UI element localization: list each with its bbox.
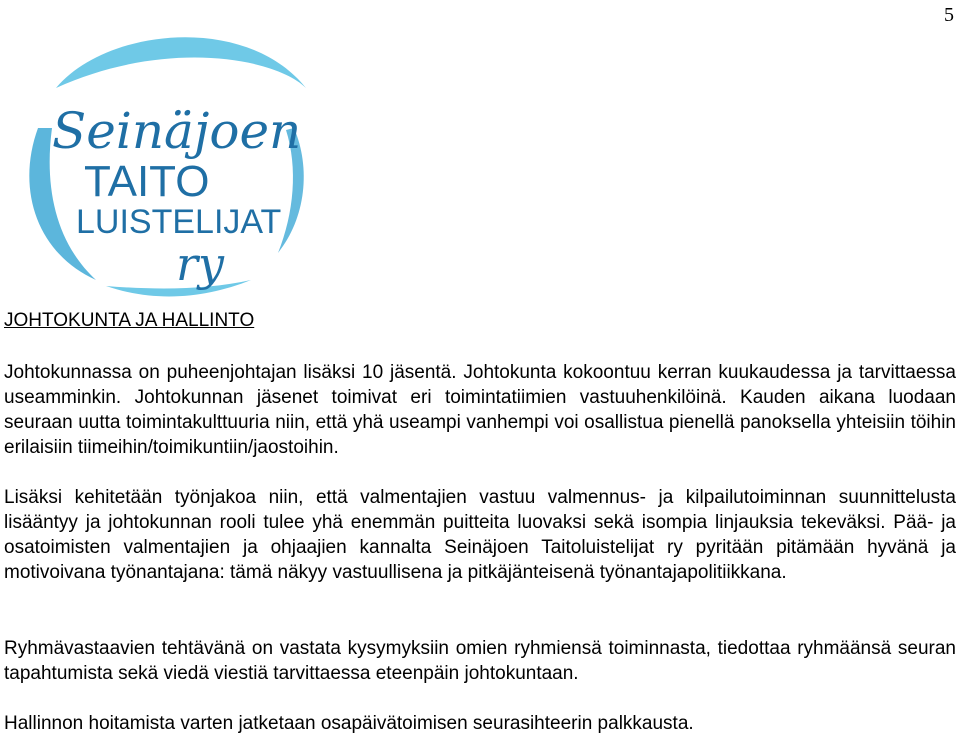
- page-number: 5: [944, 4, 954, 26]
- section-heading: JOHTOKUNTA JA HALLINTO: [4, 310, 255, 331]
- logo-text-seinajoen: Seinäjoen: [52, 102, 302, 160]
- logo-text-luistelijat: LUISTELIJAT: [76, 203, 282, 241]
- paragraph-board: Johtokunnassa on puheenjohtajan lisäksi 10 jäsentä. Johtokunta kokoontuu kerran kuukaudessa ja tarvittaessa useamminkin. Johtokunnan jäsenet toimivat eri toimintatiimien vastuuhenkilöinä. Kauden aikana luodaan seuraan uutta toimintakulttuuria niin, että yhä useampi vanhempi voi osallistua pienellä panoksella yhteisiin töihin erilaisiin tiimeihin/toimikuntiin/jaostoihin.: [4, 362, 956, 458]
- paragraph-administration: Hallinnon hoitamista varten jatketaan osapäivätoimisen seurasihteerin palkkausta.: [4, 713, 694, 734]
- paragraph-coaches: Lisäksi kehitetään työnjakoa niin, että valmentajien vastuu valmennus- ja kilpailutoiminnan suunnittelusta lisääntyy ja johtokunnan rooli tulee yhä enemmän puitteita luovaksi sekä isompia linjauksia tekeväksi. Pää- ja osatoimisten valmentajien ja ohjaajien kannalta Seinäjoen Taitoluistelijat ry pyritään pitämään hyvänä ja motivoivana työnantajana: tämä näkyy vastuullisena ja pitkäjänteisenä työnantajapolitiikkana.: [4, 487, 956, 583]
- paragraph-group-leads: Ryhmävastaavien tehtävänä on vastata kysymyksiin omien ryhmiensä toiminnasta, tiedottaa ryhmäänsä seuran tapahtumista sekä viedä viestiä tarvittaessa eteenpäin johtokuntaan.: [4, 638, 956, 684]
- logo-text-ry: ry: [176, 237, 224, 291]
- logo-swirl-outer: [56, 37, 306, 88]
- logo-text-taito: TAITO: [84, 157, 210, 206]
- club-logo: [16, 18, 316, 298]
